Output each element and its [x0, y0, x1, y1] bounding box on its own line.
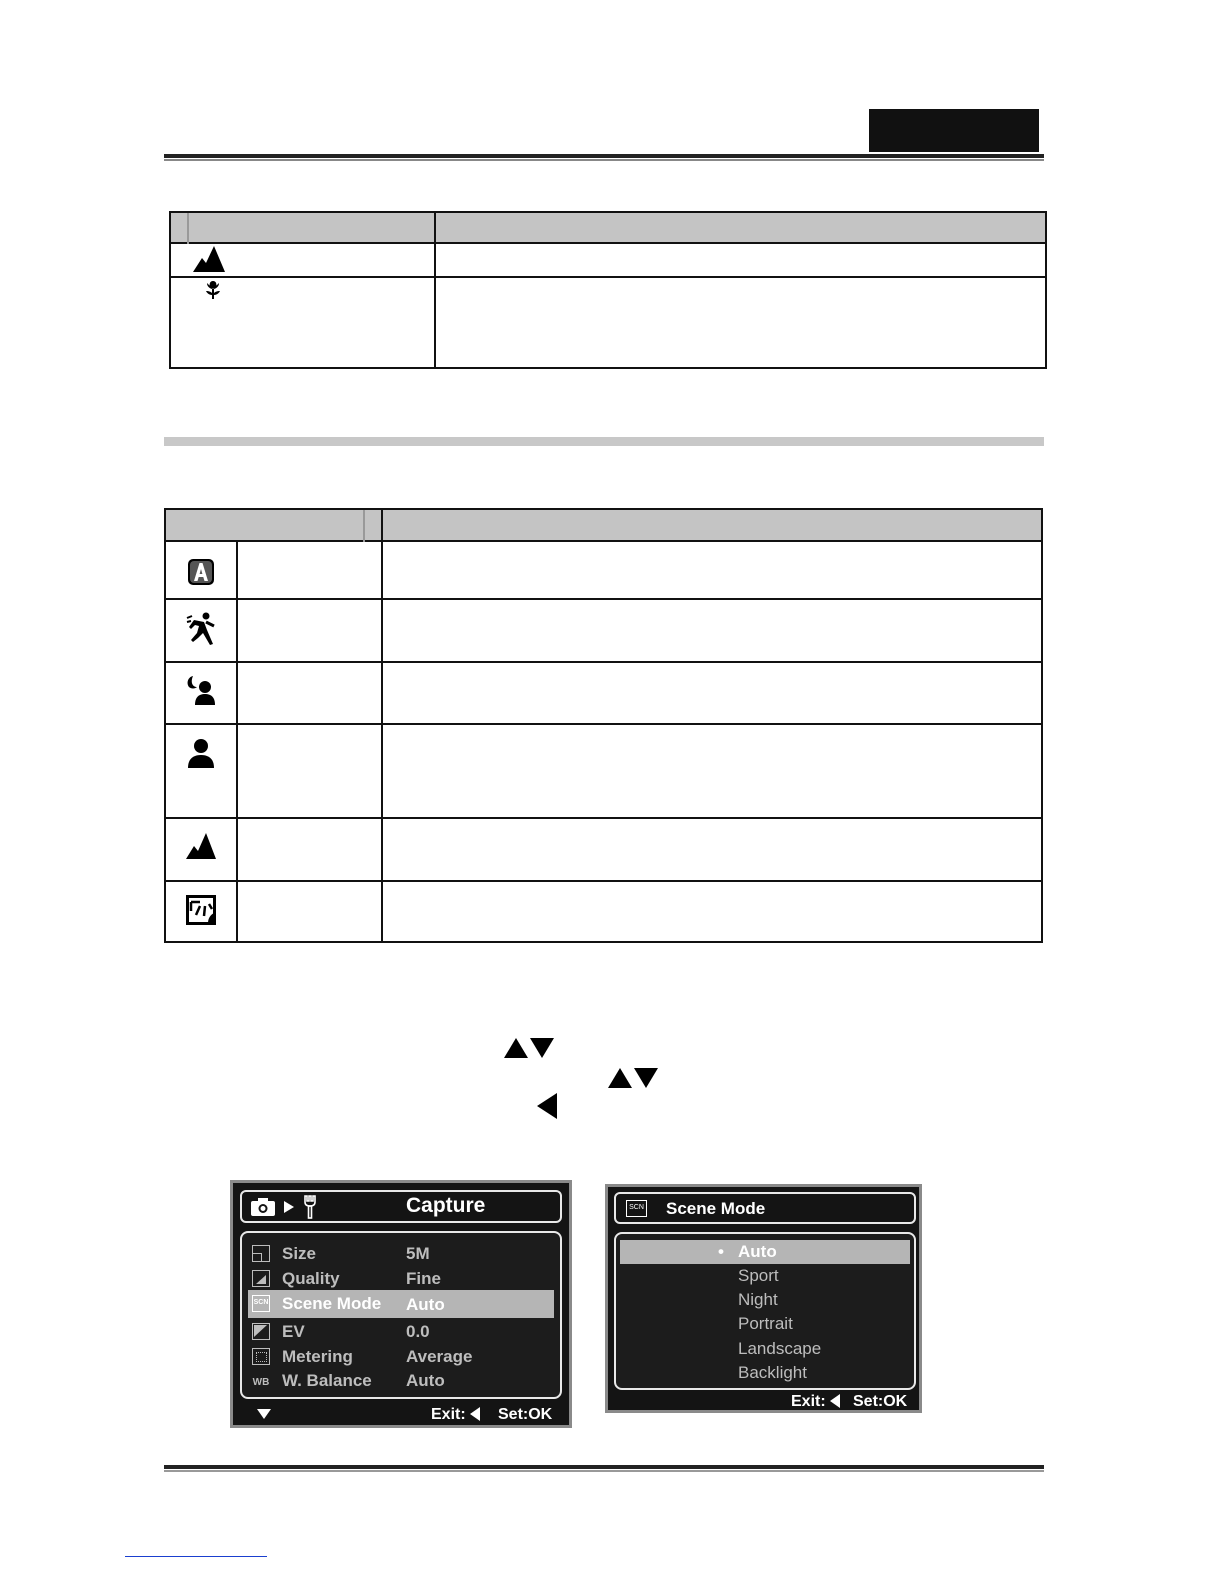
column-divider [434, 213, 436, 367]
menu-row-label: EV [282, 1322, 305, 1341]
menu-row-metering[interactable] [248, 1344, 554, 1370]
footer-rule-shadow [164, 1470, 1044, 1472]
scene-option-label: Landscape [738, 1339, 822, 1358]
scene-option-night[interactable] [620, 1288, 910, 1312]
menu-row-value: Auto [406, 1371, 445, 1390]
up-down-arrows-icon [504, 1038, 554, 1063]
ev-icon [252, 1323, 270, 1340]
menu-row-label: Metering [282, 1347, 353, 1366]
exit-hint [791, 1393, 840, 1411]
header-rule-shadow [164, 159, 1044, 161]
left-arrow-icon [830, 1394, 840, 1408]
menu-row-quality[interactable] [248, 1266, 554, 1292]
play-arrow-icon [284, 1201, 294, 1213]
camera-icon [250, 1197, 276, 1217]
table-row [166, 558, 236, 586]
backlight-icon [186, 895, 216, 925]
row-divider [166, 661, 1041, 663]
menu-row-scene-mode[interactable] [248, 1290, 554, 1318]
header-divider [187, 213, 189, 244]
table-header [171, 213, 1045, 244]
landscape-mountain-icon [186, 833, 216, 859]
scene-option-label: Portrait [738, 1314, 793, 1333]
wb-icon: WB [252, 1377, 270, 1388]
landscape-mountain-icon [193, 246, 225, 272]
scene-option-label: Auto [738, 1242, 777, 1261]
wrench-icon [302, 1195, 318, 1219]
scene-option-backlight[interactable] [620, 1361, 910, 1385]
menu-row-value: Average [406, 1347, 473, 1366]
menu-row-label: Quality [282, 1269, 340, 1288]
table-header [166, 510, 1041, 542]
row-divider [166, 723, 1041, 725]
auto-a-icon [187, 558, 215, 586]
language-tab [869, 109, 1039, 152]
night-portrait-icon [185, 675, 217, 705]
up-down-arrows-icon [608, 1068, 658, 1093]
row-divider [166, 880, 1041, 882]
row-divider [171, 276, 1045, 278]
footer-rule [164, 1465, 1044, 1469]
header-rule [164, 154, 1044, 158]
left-arrow-icon [470, 1407, 480, 1421]
scene-option-auto[interactable] [620, 1240, 910, 1264]
up-arrow-icon [608, 1068, 632, 1088]
scene-option-label: Sport [738, 1266, 779, 1285]
scroll-down-icon[interactable] [257, 1409, 271, 1419]
scene-option-label: Night [738, 1290, 778, 1309]
capture-menu-list [240, 1231, 562, 1399]
scene-option-portrait[interactable] [620, 1312, 910, 1336]
row-divider [166, 598, 1041, 600]
table-row [166, 833, 236, 859]
menu-row-value: Auto [406, 1295, 445, 1314]
selected-dot: • [718, 1242, 724, 1261]
set-ok-hint: Set:OK [853, 1393, 908, 1410]
menu-row-size[interactable] [248, 1241, 554, 1267]
menu-row-label: W. Balance [282, 1371, 372, 1390]
menu-row-label: Scene Mode [282, 1294, 382, 1313]
scene-mode-screen [605, 1184, 922, 1413]
quality-icon [252, 1270, 270, 1287]
down-arrow-icon [634, 1068, 658, 1088]
metering-icon [252, 1348, 270, 1365]
capture-menu-title: Capture [406, 1194, 486, 1217]
scene-option-landscape[interactable] [620, 1337, 910, 1361]
section-divider [164, 437, 1044, 446]
table-row [166, 612, 236, 646]
menu-row-white-balance[interactable] [248, 1368, 554, 1394]
menu-row-value: 5M [406, 1244, 430, 1263]
up-arrow-icon [504, 1038, 528, 1058]
table-row [166, 675, 236, 705]
exit-hint [431, 1406, 480, 1424]
scn-icon: SCN [252, 1295, 270, 1312]
set-ok-hint: Set:OK [498, 1406, 553, 1423]
header-divider [363, 510, 365, 542]
menu-row-ev[interactable] [248, 1319, 554, 1345]
scene-mode-table [164, 508, 1043, 943]
left-arrow-icon [537, 1093, 557, 1124]
focus-mode-table [169, 211, 1047, 369]
scene-menu-title-bar [614, 1192, 916, 1224]
portrait-person-icon [186, 738, 216, 768]
scn-icon: SCN [626, 1200, 647, 1217]
row-divider [166, 817, 1041, 819]
menu-row-value: 0.0 [406, 1322, 430, 1341]
table-row [166, 895, 236, 925]
scene-menu-title: Scene Mode [666, 1199, 766, 1218]
exit-label: Exit: [791, 1393, 826, 1410]
down-arrow-icon [530, 1038, 554, 1058]
table-row [166, 738, 236, 768]
scene-option-label: Backlight [738, 1363, 807, 1382]
capture-menu-screen [230, 1180, 572, 1428]
macro-flower-icon [204, 280, 222, 300]
exit-label: Exit: [431, 1406, 466, 1423]
menu-row-label: Size [282, 1244, 317, 1263]
size-icon [252, 1245, 270, 1262]
icon-column-divider [236, 542, 238, 943]
scene-option-sport[interactable] [620, 1264, 910, 1288]
sport-runner-icon [186, 612, 216, 646]
footer-link-underline[interactable] [125, 1556, 267, 1557]
column-divider [381, 510, 383, 941]
scene-mode-list [614, 1232, 916, 1390]
capture-menu-title-bar [240, 1190, 562, 1223]
menu-row-value: Fine [406, 1269, 441, 1288]
